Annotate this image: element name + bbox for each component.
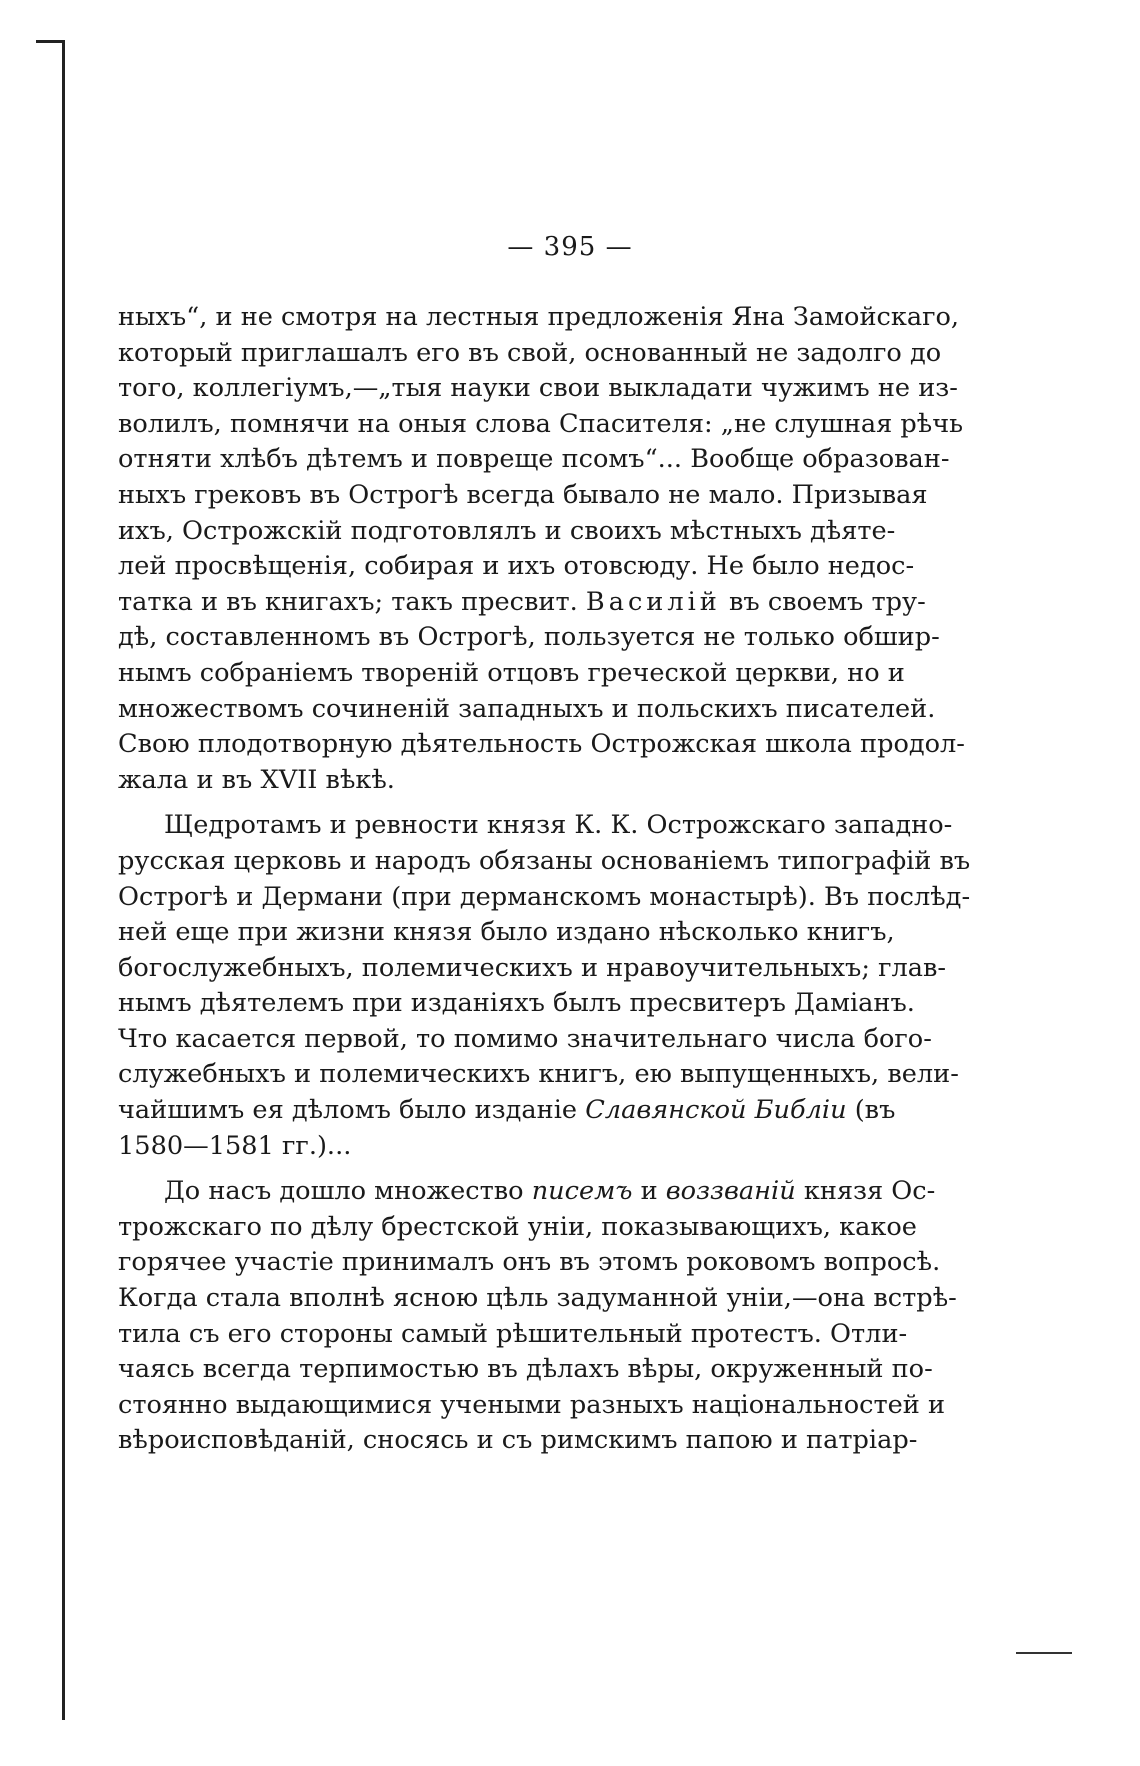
scan-border-corner <box>36 40 64 43</box>
paragraph <box>118 808 971 1164</box>
text-line: отняти хлѣбъ дѣтемъ и повреще псомъ“... Вообще образован- <box>118 444 950 475</box>
text-fragment: татка и въ книгахъ; такъ пресвит. <box>118 586 586 617</box>
text-fragment: князя Ос- <box>795 1176 936 1207</box>
text-line: ихъ, Острожскій подготовлялъ и своихъ мѣстныхъ дѣяте- <box>118 515 896 546</box>
text-line: нымъ дѣятелемъ при изданіяхъ былъ пресвитеръ Даміанъ. <box>118 988 915 1019</box>
text-line <box>118 585 926 621</box>
scan-mark <box>1016 1652 1072 1654</box>
text-fragment: въ своемъ тру- <box>720 586 926 617</box>
text-line: ней еще при жизни князя было издано нѣсколько книгъ, <box>118 917 895 948</box>
text-line <box>118 1174 936 1210</box>
italic-word: воззваній <box>665 1176 796 1207</box>
paragraph <box>118 1174 957 1459</box>
text-line: вѣроисповѣданій, сносясь и съ римскимъ папою и патріар- <box>118 1425 918 1456</box>
text-line <box>118 1093 896 1129</box>
page-number: — 395 — <box>507 232 633 262</box>
paragraph <box>118 300 965 798</box>
text-line: русская церковь и народъ обязаны основаніемъ типографій въ <box>118 845 971 876</box>
text-line: Что касается первой, то помимо значительнаго числа бого- <box>118 1023 932 1054</box>
text-line: ныхъ“, и не смотря на лестныя предложенія Яна Замойскаго, <box>118 302 960 332</box>
text-line: 1580—1581 гг.)... <box>118 1130 352 1161</box>
spaced-name: Василій <box>585 586 721 617</box>
text-line: лей просвѣщенія, собирая и ихъ отовсюду. Не было недос- <box>118 551 915 582</box>
text-line: жала и въ XVII вѣкѣ. <box>118 764 395 795</box>
text-fragment: чайшимъ ея дѣломъ было изданіе <box>118 1095 586 1126</box>
text-line: ныхъ грековъ въ Острогѣ всегда бывало не мало. Призывая <box>118 479 928 510</box>
text-line: чаясь всегда терпимостью въ дѣлахъ вѣры, окруженный по- <box>118 1354 933 1385</box>
text-line: стоянно выдающимися учеными разныхъ національностей и <box>118 1389 945 1420</box>
paragraph-gap <box>118 1164 890 1174</box>
text-line: дѣ, составленномъ въ Острогѣ, пользуется не только обшир- <box>118 622 940 653</box>
paragraph-gap <box>118 798 890 808</box>
text-line: нымъ собраніемъ твореній отцовъ греческой церкви, но и <box>118 657 905 688</box>
text-fragment: (въ <box>846 1095 896 1126</box>
text-line: того, коллегіумъ,—„тыя науки свои выкладати чужимъ не из- <box>118 373 958 404</box>
text-line: который приглашалъ его въ свой, основанный не задолго до <box>118 337 942 368</box>
text-line: Когда стала вполнѣ ясною цѣль задуманной уніи,—она встрѣ- <box>118 1283 957 1314</box>
text-line: служебныхъ и полемическихъ книгъ, ею выпущенныхъ, вели- <box>118 1059 959 1090</box>
italic-title: Славянской Библіи <box>585 1095 847 1126</box>
text-fragment: До насъ дошло множество <box>164 1176 532 1207</box>
text-line: Свою плодотворную дѣятельность Острожская школа продол- <box>118 729 965 760</box>
scan-border-left <box>62 40 65 1720</box>
text-fragment: и <box>632 1176 666 1207</box>
page-text <box>118 300 971 1459</box>
text-line: Острогѣ и Дермани (при дерманскомъ монастырѣ). Въ послѣд- <box>118 881 971 912</box>
text-line: тила съ его стороны самый рѣшительный протестъ. Отли- <box>118 1318 908 1349</box>
text-line: Щедротамъ и ревности князя К. К. Острожскаго западно- <box>164 810 953 841</box>
text-line: волилъ, помнячи на оныя слова Спасителя: „не слушная рѣчь <box>118 408 964 439</box>
text-line: богослужебныхъ, полемическихъ и нравоучительныхъ; глав- <box>118 952 947 983</box>
text-line: горячее участіе принималъ онъ въ этомъ роковомъ вопросѣ. <box>118 1247 941 1278</box>
italic-word: писемъ <box>531 1176 633 1207</box>
text-line: трожскаго по дѣлу брестской уніи, показывающихъ, какое <box>118 1211 917 1242</box>
text-line: множествомъ сочиненій западныхъ и польскихъ писателей. <box>118 693 936 724</box>
